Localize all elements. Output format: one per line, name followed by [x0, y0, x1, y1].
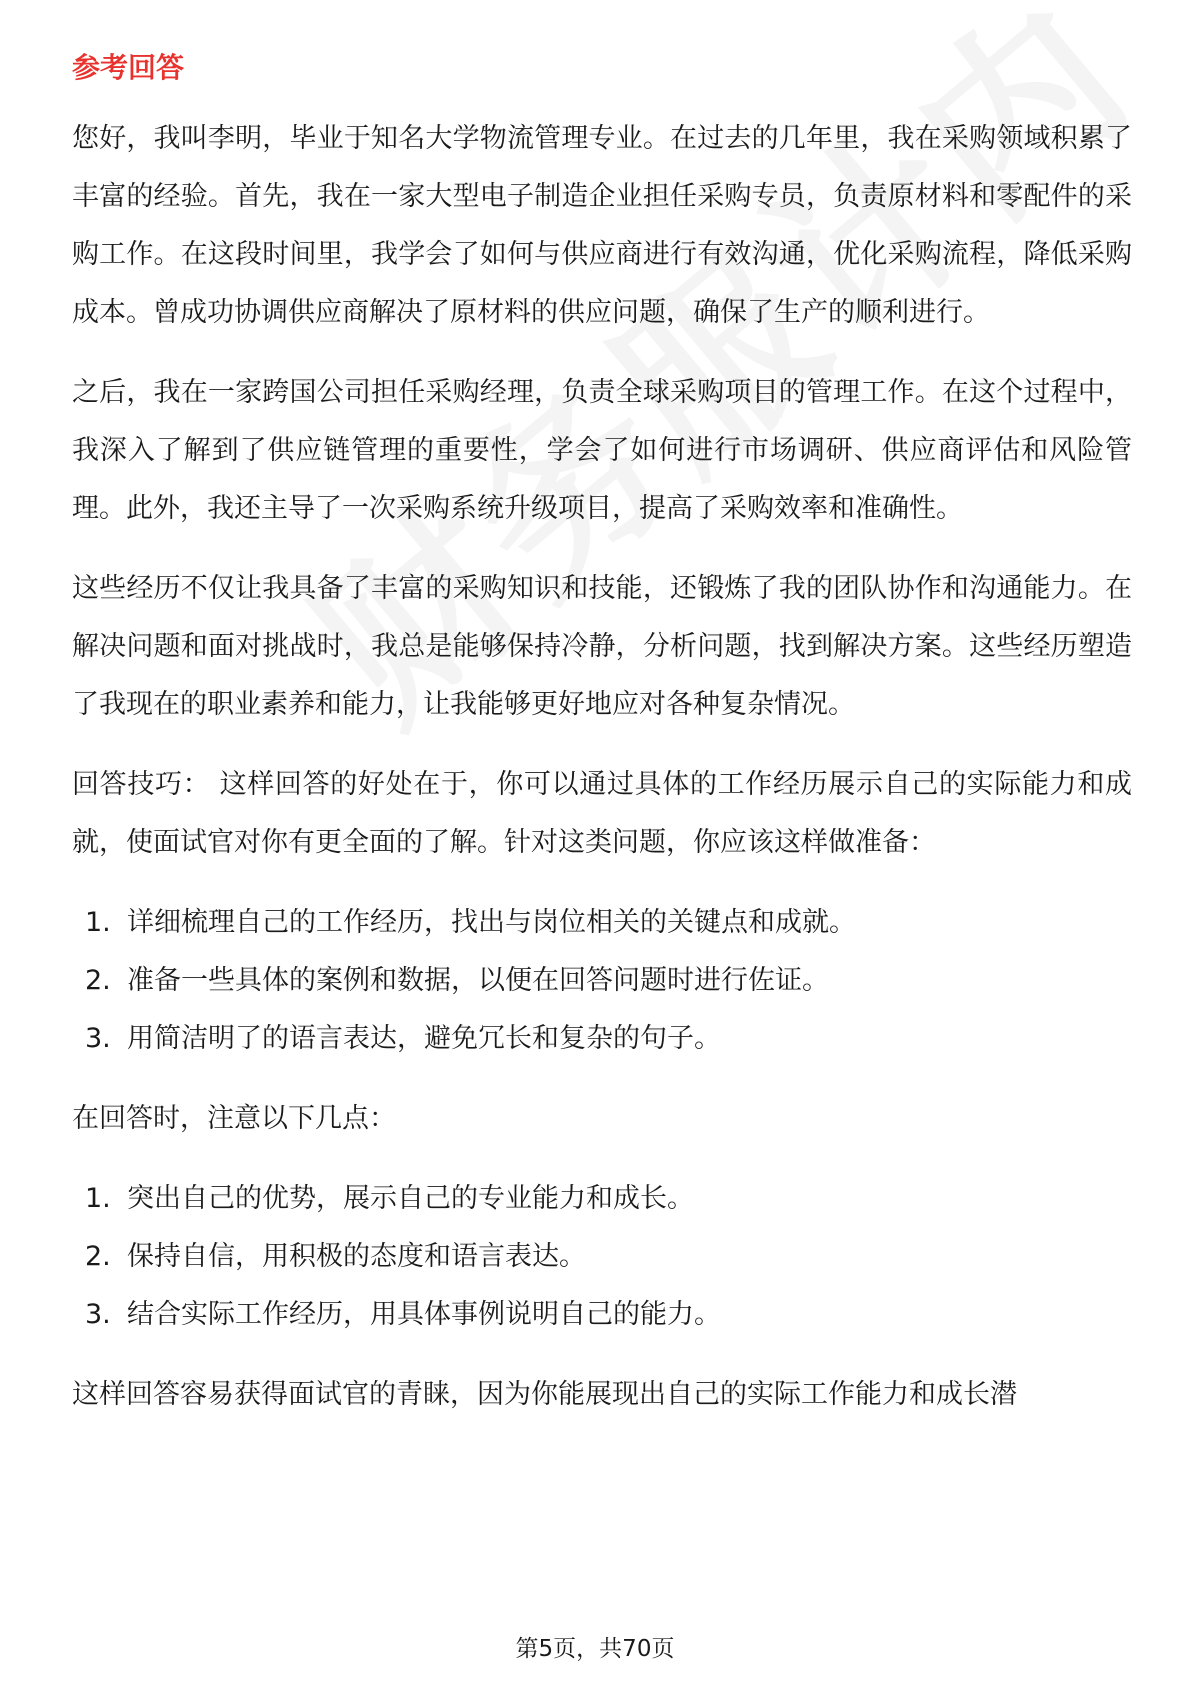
list-number: 1. — [85, 1183, 111, 1214]
list-item — [72, 1170, 1132, 1228]
list-item — [72, 1228, 1132, 1286]
list-text: 详细梳理自己的工作经历，找出与岗位相关的关键点和成就。 — [127, 907, 856, 938]
page-footer: 第5页，共70页 — [515, 1636, 675, 1662]
section-heading: 参考回答 — [72, 51, 185, 84]
list-text: 准备一些具体的案例和数据，以便在回答问题时进行佐证。 — [127, 965, 829, 996]
content-area — [72, 48, 1132, 1446]
paragraph-notes-intro: 在回答时，注意以下几点： — [72, 1103, 396, 1134]
list-number: 2. — [85, 965, 111, 996]
list-number: 3. — [85, 1023, 111, 1054]
list-text: 保持自信，用积极的态度和语言表达。 — [127, 1241, 586, 1272]
list-item — [72, 952, 1132, 1010]
list-item — [72, 894, 1132, 952]
paragraph-experience: 之后，我在一家跨国公司担任采购经理，负责全球采购项目的管理工作。在这个过程中，我深入了解到了供应链管理的重要性，学会了如何进行市场调研、供应商评估和风险管理。此外，我还主导了一次采购系统升级项目，提高了采购效率和准确性。 — [72, 377, 1132, 524]
notes-list — [72, 1170, 1132, 1344]
list-text: 结合实际工作经历，用具体事例说明自己的能力。 — [127, 1299, 721, 1330]
list-number: 1. — [85, 907, 111, 938]
list-number: 2. — [85, 1241, 111, 1272]
paragraph-skills: 这些经历不仅让我具备了丰富的采购知识和技能，还锻炼了我的团队协作和沟通能力。在解决问题和面对挑战时，我总是能够保持冷静，分析问题，找到解决方案。这些经历塑造了我现在的职业素养和能力，让我能够更好地应对各种复杂情况。 — [72, 573, 1132, 720]
paragraph-intro: 您好，我叫李明，毕业于知名大学物流管理专业。在过去的几年里，我在采购领域积累了丰富的经验。首先，我在一家大型电子制造企业担任采购专员，负责原材料和零配件的采购工作。在这段时间里，我学会了如何与供应商进行有效沟通，优化采购流程，降低采购成本。曾成功协调供应商解决了原材料的供应问题，确保了生产的顺利进行。 — [72, 123, 1132, 328]
list-item — [72, 1286, 1132, 1344]
paragraph-tips: 回答技巧： 这样回答的好处在于，你可以通过具体的工作经历展示自己的实际能力和成就，使面试官对你有更全面的了解。针对这类问题，你应该这样做准备： — [72, 769, 1132, 858]
list-number: 3. — [85, 1299, 111, 1330]
list-item — [72, 1010, 1132, 1068]
list-text: 用简洁明了的语言表达，避免冗长和复杂的句子。 — [127, 1023, 721, 1054]
paragraph-conclusion: 这样回答容易获得面试官的青睐，因为你能展现出自己的实际工作能力和成长潜 — [72, 1379, 1017, 1410]
list-text: 突出自己的优势，展示自己的专业能力和成长。 — [127, 1183, 694, 1214]
preparation-list — [72, 894, 1132, 1068]
